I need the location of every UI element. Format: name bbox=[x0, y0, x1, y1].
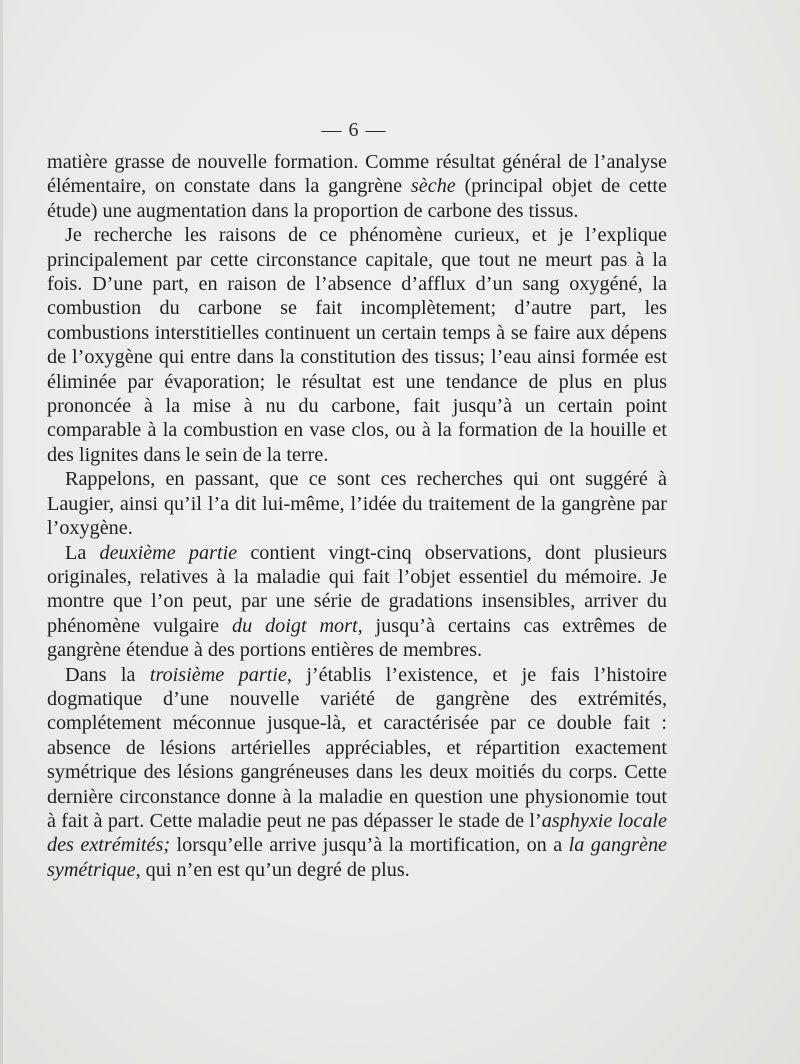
text-run: j’établis l’existence, et je fais l’histoire dogmatique d’une nouvelle variété de gangrène des extrémités, complétement méconnue jusque-là, et caractérisée par ce double fait : absence de lésions artérielles appréciables, et répartition exactement symétrique des lésions gangréneuses dans les deux moitiés du corps. Cette dernière circonstance donne à la maladie en question une physionomie tout à fait à part. Cette maladie peut ne pas dépasser le stade de l’ bbox=[47, 663, 667, 832]
text-run: contient vingt-cinq observations, dont plusieurs originales, relatives à la maladie qui fait l’objet essentiel du mémoire. Je montre que l’on peut, par une série de gradations insensibles, arriver du phénomène vulgaire bbox=[47, 541, 668, 637]
page-number: — 6 — bbox=[321, 119, 387, 141]
text-run: La bbox=[65, 541, 100, 564]
text-run: (principal objet de cette étude) une augmentation dans la proportion de carbone des tissus. bbox=[47, 175, 667, 222]
italic-text: deuxième partie bbox=[99, 541, 238, 564]
text-run: qui n’en est qu’un degré de plus. bbox=[140, 858, 410, 881]
paragraph bbox=[47, 223, 667, 467]
italic-text: troisième partie, bbox=[149, 663, 292, 686]
text-run: Rappelons, en passant, que ce sont ces recherches qui ont suggéré à Laugier, ainsi qu’il l’a dit lui-même, l’idée du traitement de la gangrène par l’oxygène. bbox=[47, 468, 667, 540]
text-run: matière grasse de nouvelle formation. Comme résultat général de l’analyse élémentaire, on constate dans la gangrène bbox=[47, 151, 667, 198]
body-text bbox=[47, 150, 667, 882]
italic-text: du doigt mort, bbox=[231, 614, 363, 637]
text-run: jusqu’à certains cas extrêmes de gangrène étendue à des portions entières de membres. bbox=[47, 614, 667, 662]
italic-text: sèche bbox=[410, 175, 456, 198]
text-run: lorsqu’elle arrive jusqu’à la mortification, on a bbox=[170, 834, 569, 857]
italic-text: la gangrène symétrique, bbox=[47, 834, 668, 881]
paragraph bbox=[47, 663, 667, 883]
page-edge bbox=[0, 0, 3, 1064]
text-run: Dans la bbox=[65, 663, 150, 686]
italic-text: asphyxie locale des extrémités; bbox=[47, 809, 668, 857]
text-run: Je recherche les raisons de ce phénomène curieux, et je l’explique principalement par cette circonstance capitale, que tout ne meurt pas à la fois. D’une part, en raison de l’absence d’afflux d’un sang oxygéné, la combustion du carbone se fait incomplètement; d’autre part, les combustions interstitielles continuent un certain temps à se faire aux dépens de l’oxygène qui entre dans la constitution des tissus; l’eau ainsi formée est éliminée par évaporation; le résultat est une tendance de plus en plus prononcée à la mise à nu du carbone, fait jusqu’à un certain point comparable à la combustion en vase clos, ou à la formation de la houille et des lignites dans le sein de la terre. bbox=[47, 224, 667, 466]
paragraph bbox=[47, 150, 667, 223]
paragraph bbox=[47, 467, 667, 540]
paragraph bbox=[47, 541, 667, 663]
